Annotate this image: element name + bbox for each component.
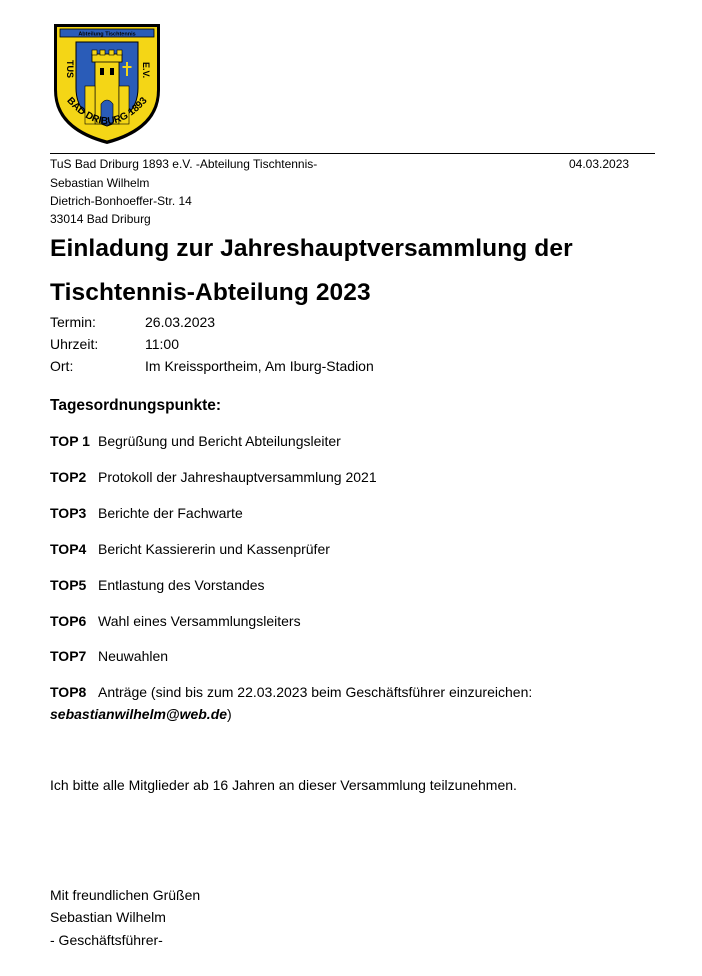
email-line [50,706,232,722]
email-suffix: ) [227,706,232,722]
ort-label: Ort: [50,358,74,374]
agenda-item-text: Anträge (sind bis zum 22.03.2023 beim Geschäftsführer einzureichen: [98,684,533,700]
agenda-item-label: TOP6 [50,613,87,629]
agenda-item-label: TOP7 [50,648,87,664]
agenda-item-text: Neuwahlen [98,648,169,664]
document-title-line1: Einladung zur Jahreshauptversammlung der [50,235,573,262]
agenda-item-text: Protokoll der Jahreshauptversammlung 2021 [98,469,377,485]
agenda-item-text: Wahl eines Versammlungsleiters [98,613,301,629]
closing-role: - Geschäftsführer- [50,932,163,948]
termin-label: Termin: [50,314,96,330]
agenda-item-text: Begrüßung und Bericht Abteilungsleiter [98,433,341,449]
ort-value: Im Kreissportheim, Am Iburg-Stadion [145,358,374,374]
agenda-item-label: TOP 1 [50,433,90,449]
closing-greeting: Mit freundlichen Grüßen [50,887,201,903]
closing-name: Sebastian Wilhelm [50,909,166,925]
agenda-item-label: TOP3 [50,505,87,521]
sender-city: 33014 Bad Driburg [50,212,151,226]
sender-organization: TuS Bad Driburg 1893 e.V. -Abteilung Tischtennis- [50,157,318,171]
agenda-item-text: Entlastung des Vorstandes [98,577,265,593]
invitation-text: Ich bitte alle Mitglieder ab 16 Jahren an dieser Versammlung teilzunehmen. [50,777,517,793]
sender-name: Sebastian Wilhelm [50,176,150,190]
uhrzeit-value: 11:00 [145,336,179,352]
agenda-item-label: TOP5 [50,577,87,593]
agenda-heading: Tagesordnungspunkte: [50,397,222,414]
agenda-item-label: TOP2 [50,469,87,485]
letter-date: 04.03.2023 [569,157,630,171]
agenda-item-label: TOP8 [50,684,87,700]
document-title-line2: Tischtennis-Abteilung 2023 [50,279,371,306]
crest-bottom-text: BAD DRIBURG 1893 [64,95,150,128]
email-address: sebastianwilhelm@web.de [50,706,228,722]
uhrzeit-label: Uhrzeit: [50,336,99,352]
crest-right-text: E.V. [141,62,151,79]
crest-left-text: TUS [65,60,75,78]
termin-value: 26.03.2023 [145,314,216,330]
club-crest-logo [52,20,162,146]
sender-street: Dietrich-Bonhoeffer-Str. 14 [50,194,192,208]
header-rule [50,153,655,154]
crest-top-ribbon-text: Abteilung Tischtennis [78,31,136,38]
agenda-item-text: Bericht Kassiererin und Kassenprüfer [98,541,330,557]
agenda-item-text: Berichte der Fachwarte [98,505,243,521]
agenda-item-label: TOP4 [50,541,87,557]
